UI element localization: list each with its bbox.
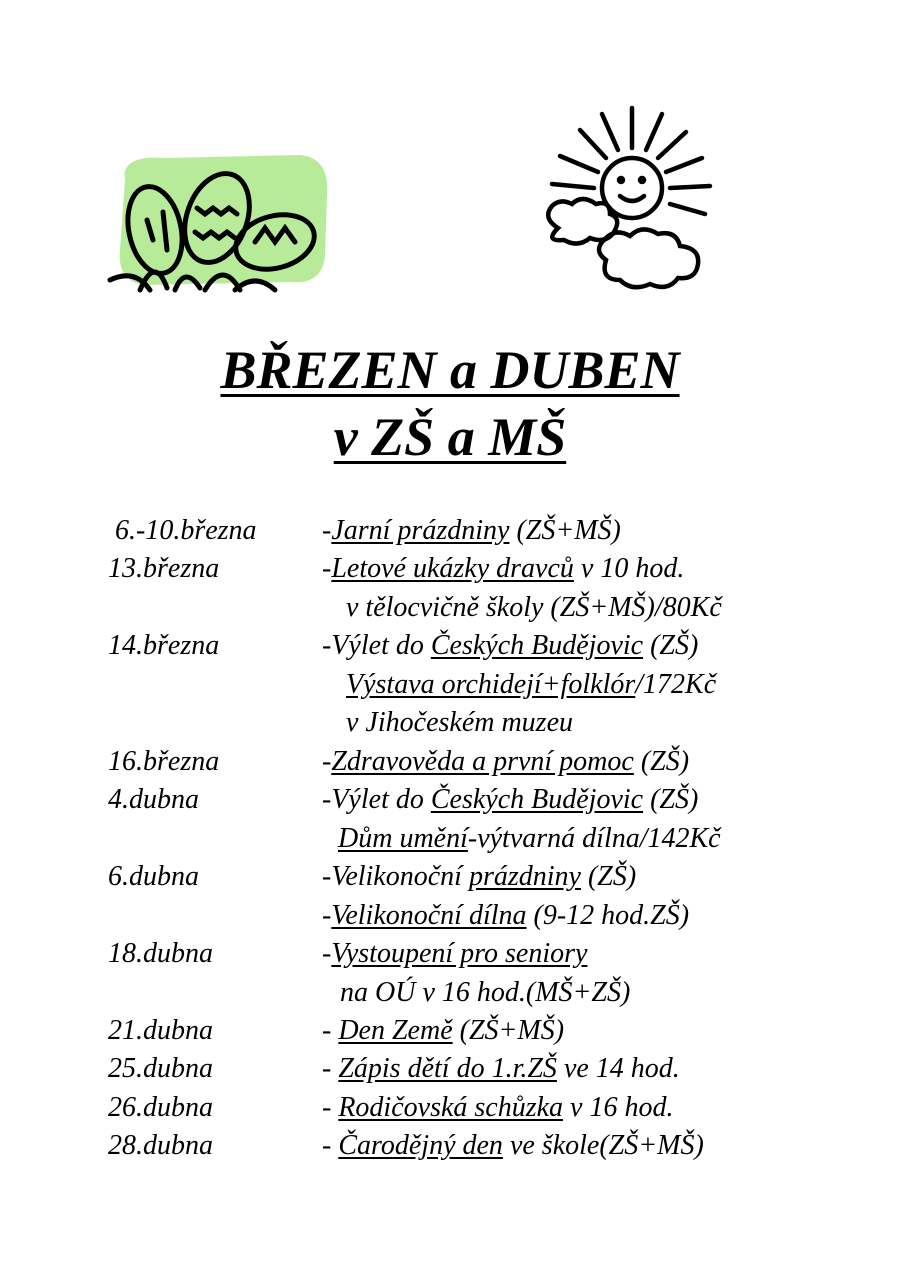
event-highlight: Dům umění (338, 823, 468, 854)
schedule-date: 25.dubna (108, 1053, 213, 1084)
schedule-event (322, 743, 689, 781)
event-text: - (322, 553, 332, 584)
event-text: v tělocvičně školy (ZŠ+MŠ)/80Kč (346, 592, 722, 623)
easter-eggs-icon (105, 150, 335, 300)
event-text: - (322, 938, 332, 969)
schedule-event (338, 820, 721, 858)
schedule-event (340, 974, 630, 1012)
schedule-event (322, 550, 684, 588)
page-subtitle: v ZŠ a MŠ (333, 407, 567, 467)
schedule-event (346, 666, 716, 704)
event-text: /172Kč (635, 669, 717, 700)
event-text: (ZŠ) (643, 630, 699, 661)
schedule-date: 28.dubna (108, 1130, 213, 1161)
schedule-date: 13.března (108, 553, 220, 584)
event-text: v Jihočeském muzeu (346, 707, 574, 738)
schedule-event (346, 589, 722, 627)
schedule-date: 16.března (108, 746, 220, 777)
event-text: - (322, 1053, 339, 1084)
event-text: (ZŠ) (633, 746, 690, 777)
event-text: ve 14 hod. (556, 1053, 680, 1084)
event-text: - (322, 746, 332, 777)
event-text: - (322, 1092, 339, 1123)
event-highlight: prázdniny (468, 861, 581, 892)
schedule-date: 6.dubna (108, 861, 199, 892)
event-highlight: Českých Budějovic (430, 784, 644, 815)
event-highlight: Vystoupení pro seniory (331, 938, 588, 969)
event-text: -výtvarná dílna/142Kč (467, 823, 721, 854)
event-text: ve škole(ZŠ+MŠ) (502, 1130, 704, 1161)
page-title: BŘEZEN a DUBEN (220, 340, 680, 400)
event-text: - (322, 900, 332, 931)
schedule-event (322, 512, 621, 550)
schedule-date: 14.března (108, 630, 220, 661)
schedule-date: 21.dubna (108, 1015, 213, 1046)
event-highlight: Zdravověda a první pomoc (331, 746, 634, 777)
event-highlight: Českých Budějovic (430, 630, 644, 661)
event-text: v 16 hod. (563, 1092, 674, 1123)
schedule-event (322, 1012, 564, 1050)
event-highlight: Výstava orchidejí+folklór (346, 669, 636, 700)
event-text: (ZŠ+MŠ) (509, 515, 621, 546)
event-highlight: Jarní prázdniny (331, 515, 510, 546)
event-text: (ZŠ) (580, 861, 637, 892)
event-highlight: Rodičovská schůzka (338, 1092, 564, 1123)
schedule-date: 18.dubna (108, 938, 213, 969)
event-text: - (322, 515, 332, 546)
schedule-event (346, 704, 573, 742)
event-highlight: Zápis dětí do 1.r.ZŠ (338, 1053, 557, 1084)
event-text: - (322, 1015, 339, 1046)
event-text: -Výlet do (322, 784, 431, 815)
schedule-event (322, 1089, 673, 1127)
event-text: -Velikonoční (322, 861, 469, 892)
schedule-event (322, 781, 698, 819)
event-text: (9-12 hod.ZŠ) (526, 900, 690, 931)
event-text: (ZŠ) (643, 784, 699, 815)
schedule-event (322, 897, 689, 935)
event-text: (ZŠ+MŠ) (452, 1015, 565, 1046)
schedule-event (322, 1050, 680, 1088)
schedule-event (322, 858, 636, 896)
schedule-date: 4.dubna (108, 784, 199, 815)
event-highlight: Den Země (338, 1015, 453, 1046)
schedule-date: 26.dubna (108, 1092, 213, 1123)
event-text: na OÚ v 16 hod.(MŠ+ZŠ) (340, 977, 631, 1008)
event-highlight: Velikonoční dílna (331, 900, 527, 931)
schedule-event (322, 935, 587, 973)
event-text: -Výlet do (322, 630, 431, 661)
event-highlight: Letové ukázky dravců (331, 553, 574, 584)
sun-with-clouds-icon (530, 100, 720, 295)
schedule-event (322, 627, 698, 665)
event-text: v 10 hod. (573, 553, 685, 584)
event-highlight: Čarodějný den (338, 1130, 503, 1161)
schedule-event (322, 1127, 704, 1165)
schedule-date: 6.-10.března (115, 515, 257, 546)
event-text: - (322, 1130, 339, 1161)
